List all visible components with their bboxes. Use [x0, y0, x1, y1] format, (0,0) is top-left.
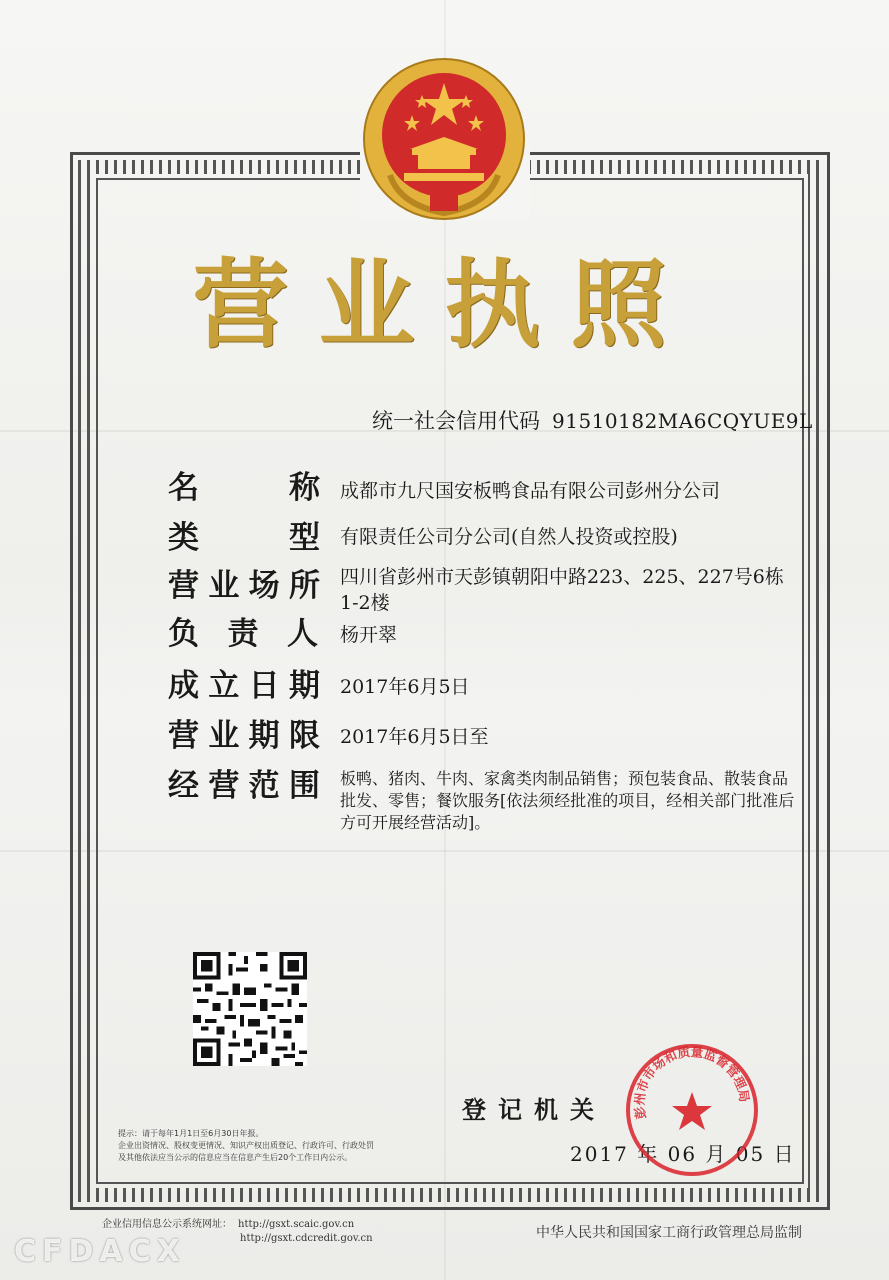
footer-url-link[interactable]: http://gsxt.scaic.gov.cn — [238, 1219, 355, 1230]
notice-line: 及其他依法应当公示的信息应当在信息产生后20个工作日内公示。 — [118, 1153, 353, 1162]
field-label-responsible — [168, 614, 318, 654]
field-label-char: 范 — [248, 768, 280, 804]
credit-code-value: 91510182MA6CQYUE9L — [552, 409, 813, 433]
field-value-scope: 板鸭、猪肉、牛肉、家禽类肉制品销售；预包装食品、散装食品批发、零售；餐饮服务[依法须经批准的项目，经相关部门批准后方可开展经营活动]。 — [340, 769, 795, 832]
field-label-term — [168, 716, 320, 756]
field-label-scope — [168, 766, 320, 806]
field-label-char: 限 — [288, 718, 320, 754]
notice-line: 提示：请于每年1月1日至6月30日年报。 — [118, 1129, 264, 1138]
notice-line: 企业出资情况、股权变更情况、知识产权出质登记、行政许可、行政处罚 — [118, 1141, 374, 1150]
registration-authority-label: 登记机关 — [462, 1096, 606, 1124]
field-label-char: 负 — [168, 616, 199, 652]
field-label-char: 经 — [168, 768, 199, 804]
qr-code-icon[interactable] — [193, 952, 307, 1066]
field-label-char: 立 — [208, 668, 240, 704]
field-label-char: 所 — [288, 568, 320, 604]
field-label-char: 类 — [168, 520, 199, 556]
footer-supervisor: 中华人民共和国国家工商行政管理总局监制 — [536, 1225, 802, 1241]
field-label-char: 名 — [168, 470, 199, 506]
footer-system-label: 企业信用信息公示系统网址： — [102, 1219, 232, 1230]
registration-date: 2017 年 06 月 05 日 — [570, 1142, 796, 1166]
annual-report-notice — [118, 1128, 448, 1164]
field-label-char: 日 — [248, 668, 280, 704]
field-label-char: 人 — [287, 616, 318, 652]
field-label-premises — [168, 566, 320, 606]
field-value-name: 成都市九尺国安板鸭食品有限公司彭州分公司 — [340, 480, 721, 502]
field-label-char: 型 — [289, 520, 320, 556]
field-label-char: 营 — [208, 768, 240, 804]
field-label-char: 场 — [248, 568, 280, 604]
field-value-responsible: 杨开翠 — [340, 624, 398, 646]
field-label-char: 业 — [208, 718, 240, 754]
field-value-premises: 四川省彭州市天彭镇朝阳中路223、225、227号6栋1-2楼 — [340, 566, 784, 614]
seal-text: 彭州市市场和质量监督管理局 — [631, 1043, 753, 1121]
field-label-established — [168, 666, 320, 706]
field-label-char: 期 — [248, 718, 280, 754]
field-label-type — [168, 518, 320, 558]
field-label-char: 成 — [168, 668, 199, 704]
field-value-established: 2017年6月5日 — [340, 676, 470, 698]
official-seal-icon — [622, 1040, 762, 1180]
field-label-char: 期 — [288, 668, 320, 704]
field-value-term: 2017年6月5日至 — [340, 726, 489, 748]
field-label-char: 业 — [208, 568, 240, 604]
watermark-text: CFDACX — [14, 1234, 186, 1269]
field-label-char: 围 — [288, 768, 320, 804]
field-label-char: 营 — [168, 568, 199, 604]
field-label-name — [168, 468, 320, 508]
credit-code — [372, 405, 813, 435]
field-label-char: 责 — [227, 616, 259, 652]
credit-code-label: 统一社会信用代码 — [372, 409, 540, 433]
field-label-char: 称 — [289, 470, 320, 506]
field-label-char: 营 — [168, 718, 199, 754]
document-title: 营业执照 — [192, 249, 697, 361]
footer-url-link[interactable]: http://gsxt.cdcredit.gov.cn — [240, 1233, 373, 1244]
national-emblem-icon — [360, 55, 528, 223]
field-value-type: 有限责任公司分公司(自然人投资或控股) — [340, 526, 678, 548]
